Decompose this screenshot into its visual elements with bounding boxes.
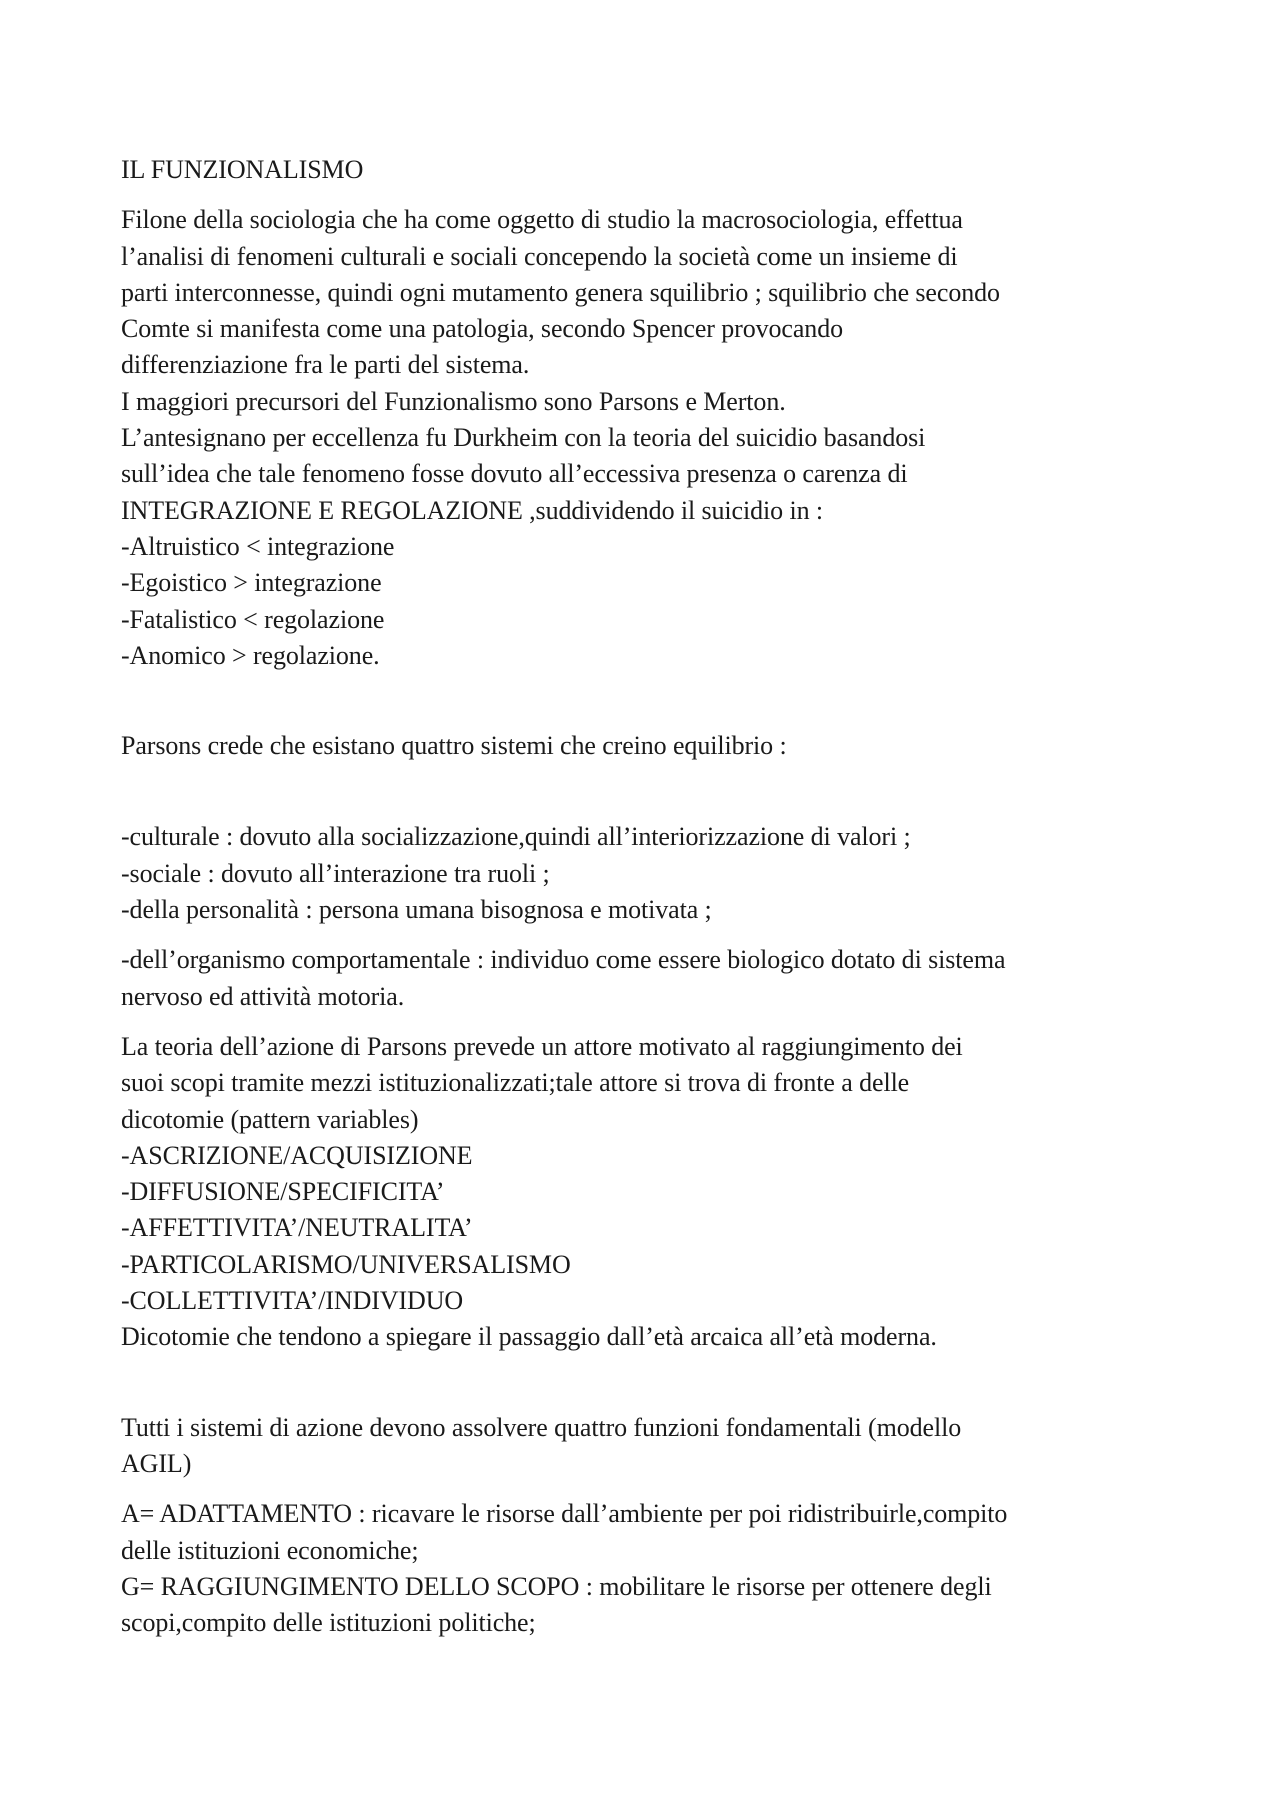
document-body (121, 152, 1181, 1641)
text-line: La teoria dell’azione di Parsons prevede un attore motivato al raggiungimento dei (121, 1031, 963, 1061)
list-item: -della personalità : persona umana bisognosa e motivata ; (121, 895, 712, 925)
parsons-intro: Parsons crede che esistano quattro sistemi che creino equilibrio : (121, 731, 787, 761)
agil-paragraph (121, 1410, 1181, 1483)
text-line: sull’idea che tale fenomeno fosse dovuto all’eccessiva presenza o carenza di (121, 459, 908, 489)
organism-paragraph (121, 942, 1181, 1015)
action-theory-paragraph (121, 1029, 1181, 1356)
text-line: parti interconnesse, quindi ogni mutamento genera squilibrio ; squilibrio che secondo (121, 277, 1000, 307)
text-line: Filone della sociologia che ha come oggetto di studio la macrosociologia, effettua (121, 205, 963, 235)
list-item: -PARTICOLARISMO/UNIVERSALISMO (121, 1249, 571, 1279)
text-line: Comte si manifesta come una patologia, secondo Spencer provocando (121, 314, 844, 344)
text-line: L’antesignano per eccellenza fu Durkheim con la teoria del suicidio basandosi (121, 423, 926, 453)
text-line: G= RAGGIUNGIMENTO DELLO SCOPO : mobilitare le risorse per ottenere degli (121, 1571, 992, 1601)
intro-paragraph (121, 202, 1181, 674)
text-line: dicotomie (pattern variables) (121, 1104, 419, 1134)
text-line: INTEGRAZIONE E REGOLAZIONE ,suddividendo il suicidio in : (121, 495, 823, 525)
systems-list (121, 819, 1181, 928)
list-item: -Anomico > regolazione. (121, 640, 380, 670)
text-line: -dell’organismo comportamentale : individuo come essere biologico dotato di sistema (121, 945, 1006, 975)
list-item: -sociale : dovuto all’interazione tra ruoli ; (121, 858, 550, 888)
list-item: -AFFETTIVITA’/NEUTRALITA’ (121, 1213, 473, 1243)
list-item: -ASCRIZIONE/ACQUISIZIONE (121, 1140, 473, 1170)
text-line: Dicotomie che tendono a spiegare il passaggio dall’età arcaica all’età moderna. (121, 1322, 937, 1352)
list-item: -Egoistico > integrazione (121, 568, 382, 598)
list-item: -COLLETTIVITA’/INDIVIDUO (121, 1286, 464, 1316)
text-line: l’analisi di fenomeni culturali e sociali concependo la società come un insieme di (121, 241, 958, 271)
text-line: suoi scopi tramite mezzi istituzionalizzati;tale attore si trova di fronte a delle (121, 1068, 910, 1098)
text-line: scopi,compito delle istituzioni politiche; (121, 1608, 536, 1638)
text-line: delle istituzioni economiche; (121, 1535, 419, 1565)
text-line: AGIL) (121, 1448, 192, 1478)
text-line: nervoso ed attività motoria. (121, 981, 405, 1011)
list-item: -DIFFUSIONE/SPECIFICITA’ (121, 1177, 445, 1207)
text-line: A= ADATTAMENTO : ricavare le risorse dall’ambiente per poi ridistribuirle,compito (121, 1499, 1008, 1529)
text-line: Tutti i sistemi di azione devono assolvere quattro funzioni fondamentali (modello (121, 1412, 962, 1442)
list-item: -Altruistico < integrazione (121, 531, 395, 561)
functions-paragraph (121, 1496, 1181, 1641)
list-item: -culturale : dovuto alla socializzazione,quindi all’interiorizzazione di valori ; (121, 822, 911, 852)
text-line: I maggiori precursori del Funzionalismo sono Parsons e Merton. (121, 386, 786, 416)
text-line: differenziazione fra le parti del sistema. (121, 350, 530, 380)
page-title: IL FUNZIONALISMO (121, 155, 364, 184)
list-item: -Fatalistico < regolazione (121, 604, 385, 634)
